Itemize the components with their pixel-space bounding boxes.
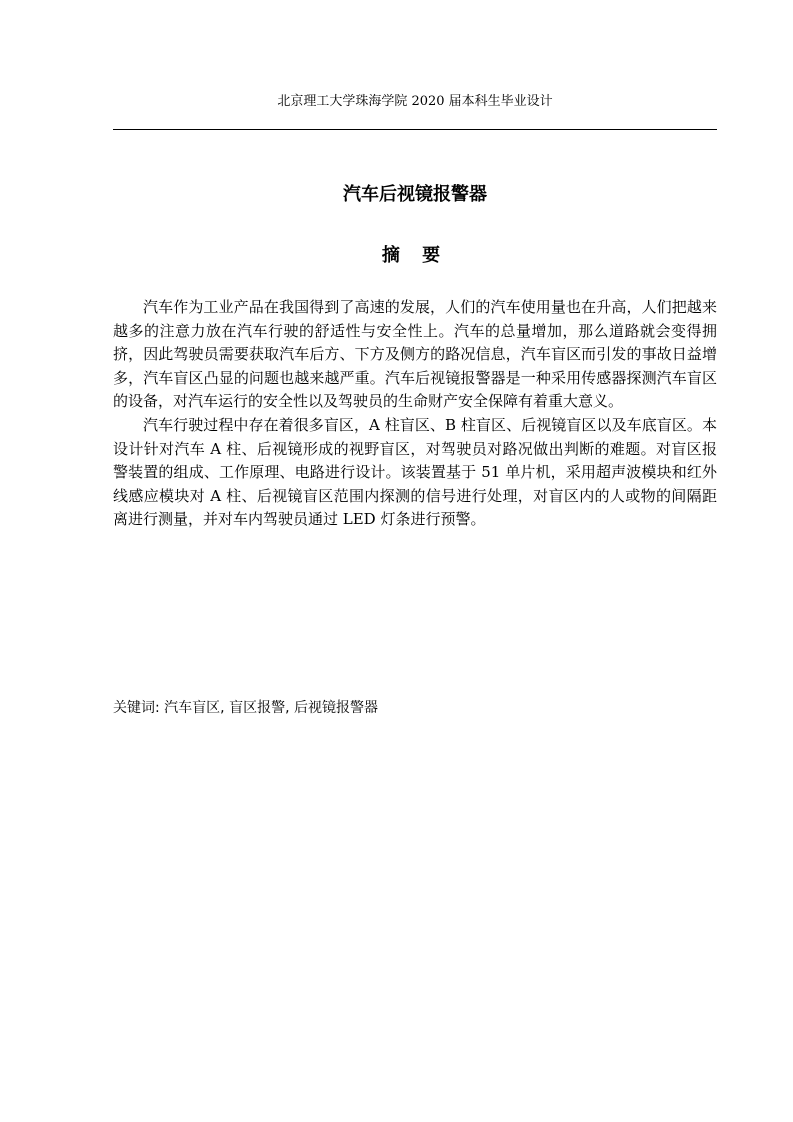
document-title: 汽车后视镜报警器 [343, 184, 487, 205]
abstract-heading: 摘 要 [381, 245, 449, 266]
header-divider [113, 129, 717, 130]
keywords-line: 关键词: 汽车盲区, 盲区报警, 后视镜报警器 [113, 700, 378, 716]
abstract-paragraph-1: 汽车作为工业产品在我国得到了高速的发展，人们的汽车使用量也在升高，人们把越来越多的注意力放在汽车行驶的舒适性与安全性上。汽车的总量增加，那么道路就会变得拥挤，因此驾驶员需要获取汽车后方、下方及侧方的路况信息，汽车盲区而引发的事故日益增多，汽车盲区凸显的问题也越来越严重。汽车后视镜报警器是一种采用传感器探测汽车盲区的设备，对汽车运行的安全性以及驾驶员的生命财产安全保障有着重大意义。 [113, 298, 717, 411]
running-header: 北京理工大学珠海学院 2020 届本科生毕业设计 [277, 94, 553, 109]
abstract-body [113, 296, 717, 532]
abstract-paragraph-2: 汽车行驶过程中存在着很多盲区，A 柱盲区、B 柱盲区、后视镜盲区以及车底盲区。本设计针对汽车 A 柱、后视镜形成的视野盲区，对驾驶员对路况做出判断的难题。对盲区报警装置的组成、工作原理、电路进行设计。该装置基于 51 单片机，采用超声波模块和红外线感应模块对 A 柱、后视镜盲区范围内探测的信号进行处理，对盲区内的人或物的间隔距离进行测量，并对车内驾驶员通过 LED 灯条进行预警。 [113, 415, 717, 529]
